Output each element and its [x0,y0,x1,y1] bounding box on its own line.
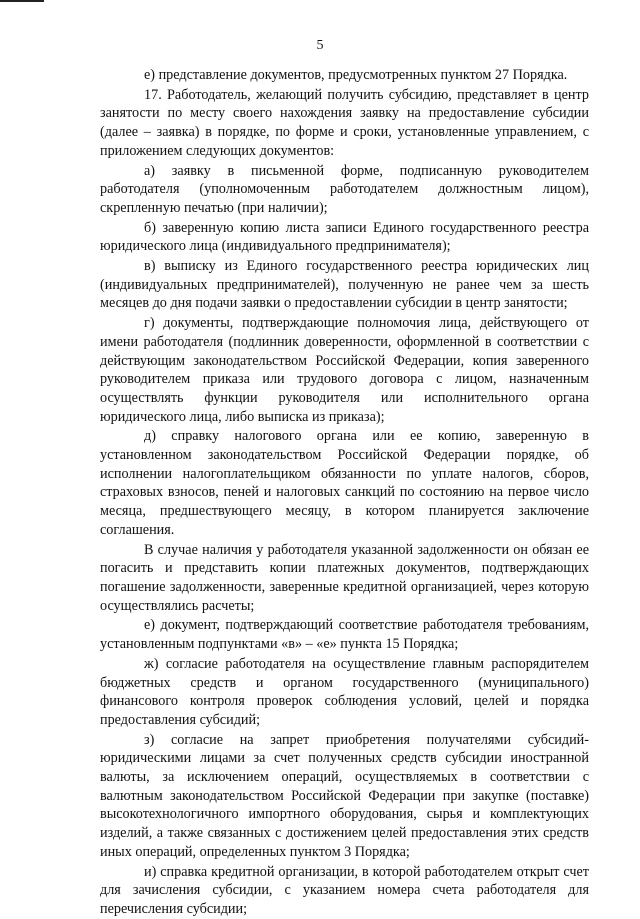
scan-edge-mark [0,0,44,2]
paragraph-d: д) справку налогового органа или ее копию, заверенную в установленном законодательством Российской Федерации порядке, об исполнении налогоплательщиком обязанности по уплате налогов, сборов, страховых взносов, пеней и налоговых санкций по состоянию на первое число месяца, предшествующего месяцу, в котором планируется заключение соглашения. [100,428,589,538]
paragraph-i: и) справка кредитной организации, в которой работодателем открыт счет для зачисления субсидии, с указанием номера счета работодателя для перечисления субсидии; [100,863,589,917]
paragraph-e-prev: е) представление документов, предусмотренных пунктом 27 Порядка. [144,67,568,83]
paragraph-debt-note: В случае наличия у работодателя указанной задолженности он обязан ее погасить и представить копии платежных документов, подтверждающих погашение задолженности, заверенные кредитной организацией, через которую осуществлялись расчеты; [100,541,589,614]
paragraph-zh: ж) согласие работодателя на осуществление главным распорядителем бюджетных средств и органом государственного (муниципального) финансового контроля проверок соблюдения условий, целей и порядка предоставления субсидий; [100,655,589,728]
paragraph-z: з) согласие на запрет приобретения получателями субсидий-юридическими лицами за счет полученных средств субсидии иностранной валюты, за исключением операций, осуществляемых в соответствии с валютным законодательством Российской Федерации при закупке (поставке) высокотехнологичного импортного оборудования, сырья и комплектующих изделий, а также связанных с достижением целей предоставления этих средств иных операций, определенных пунктом 3 Порядка; [100,731,589,860]
paragraph-a: а) заявку в письменной форме, подписанную руководителем работодателя (уполномоченным работодателем должностным лицом), скрепленную печатью (при наличии); [100,162,589,216]
paragraph-e: е) документ, подтверждающий соответствие работодателя требованиям, установленным подпунктами «в» – «е» пункта 15 Порядка; [100,617,589,653]
document-body [100,66,589,919]
paragraph-v: в) выписку из Единого государственного реестра юридических лиц (индивидуальных предпринимателей), полученную не ранее чем за шесть месяцев до дня подачи заявки о предоставлении субсидии в центр занятости; [100,258,589,312]
paragraph-b: б) заверенную копию листа записи Единого государственного реестра юридического лица (индивидуального предпринимателя); [100,219,589,255]
paragraph-17: 17. Работодатель, желающий получить субсидию, представляет в центр занятости по месту своего нахождения заявку на предоставление субсидии (далее – заявка) в порядке, по форме и сроки, установленные управлением, с приложением следующих документов: [100,86,589,159]
paragraph-g: г) документы, подтверждающие полномочия лица, действующего от имени работодателя (подлинник доверенности, оформленной в соответствии с действующим законодательством Российской Федерации, копия заверенного руководителем приказа или трудового договора с лицом, назначенным осуществлять функции руководителя или исполнительного органа юридического лица, либо выписка из приказа); [100,315,589,425]
page-number: 5 [316,38,324,53]
